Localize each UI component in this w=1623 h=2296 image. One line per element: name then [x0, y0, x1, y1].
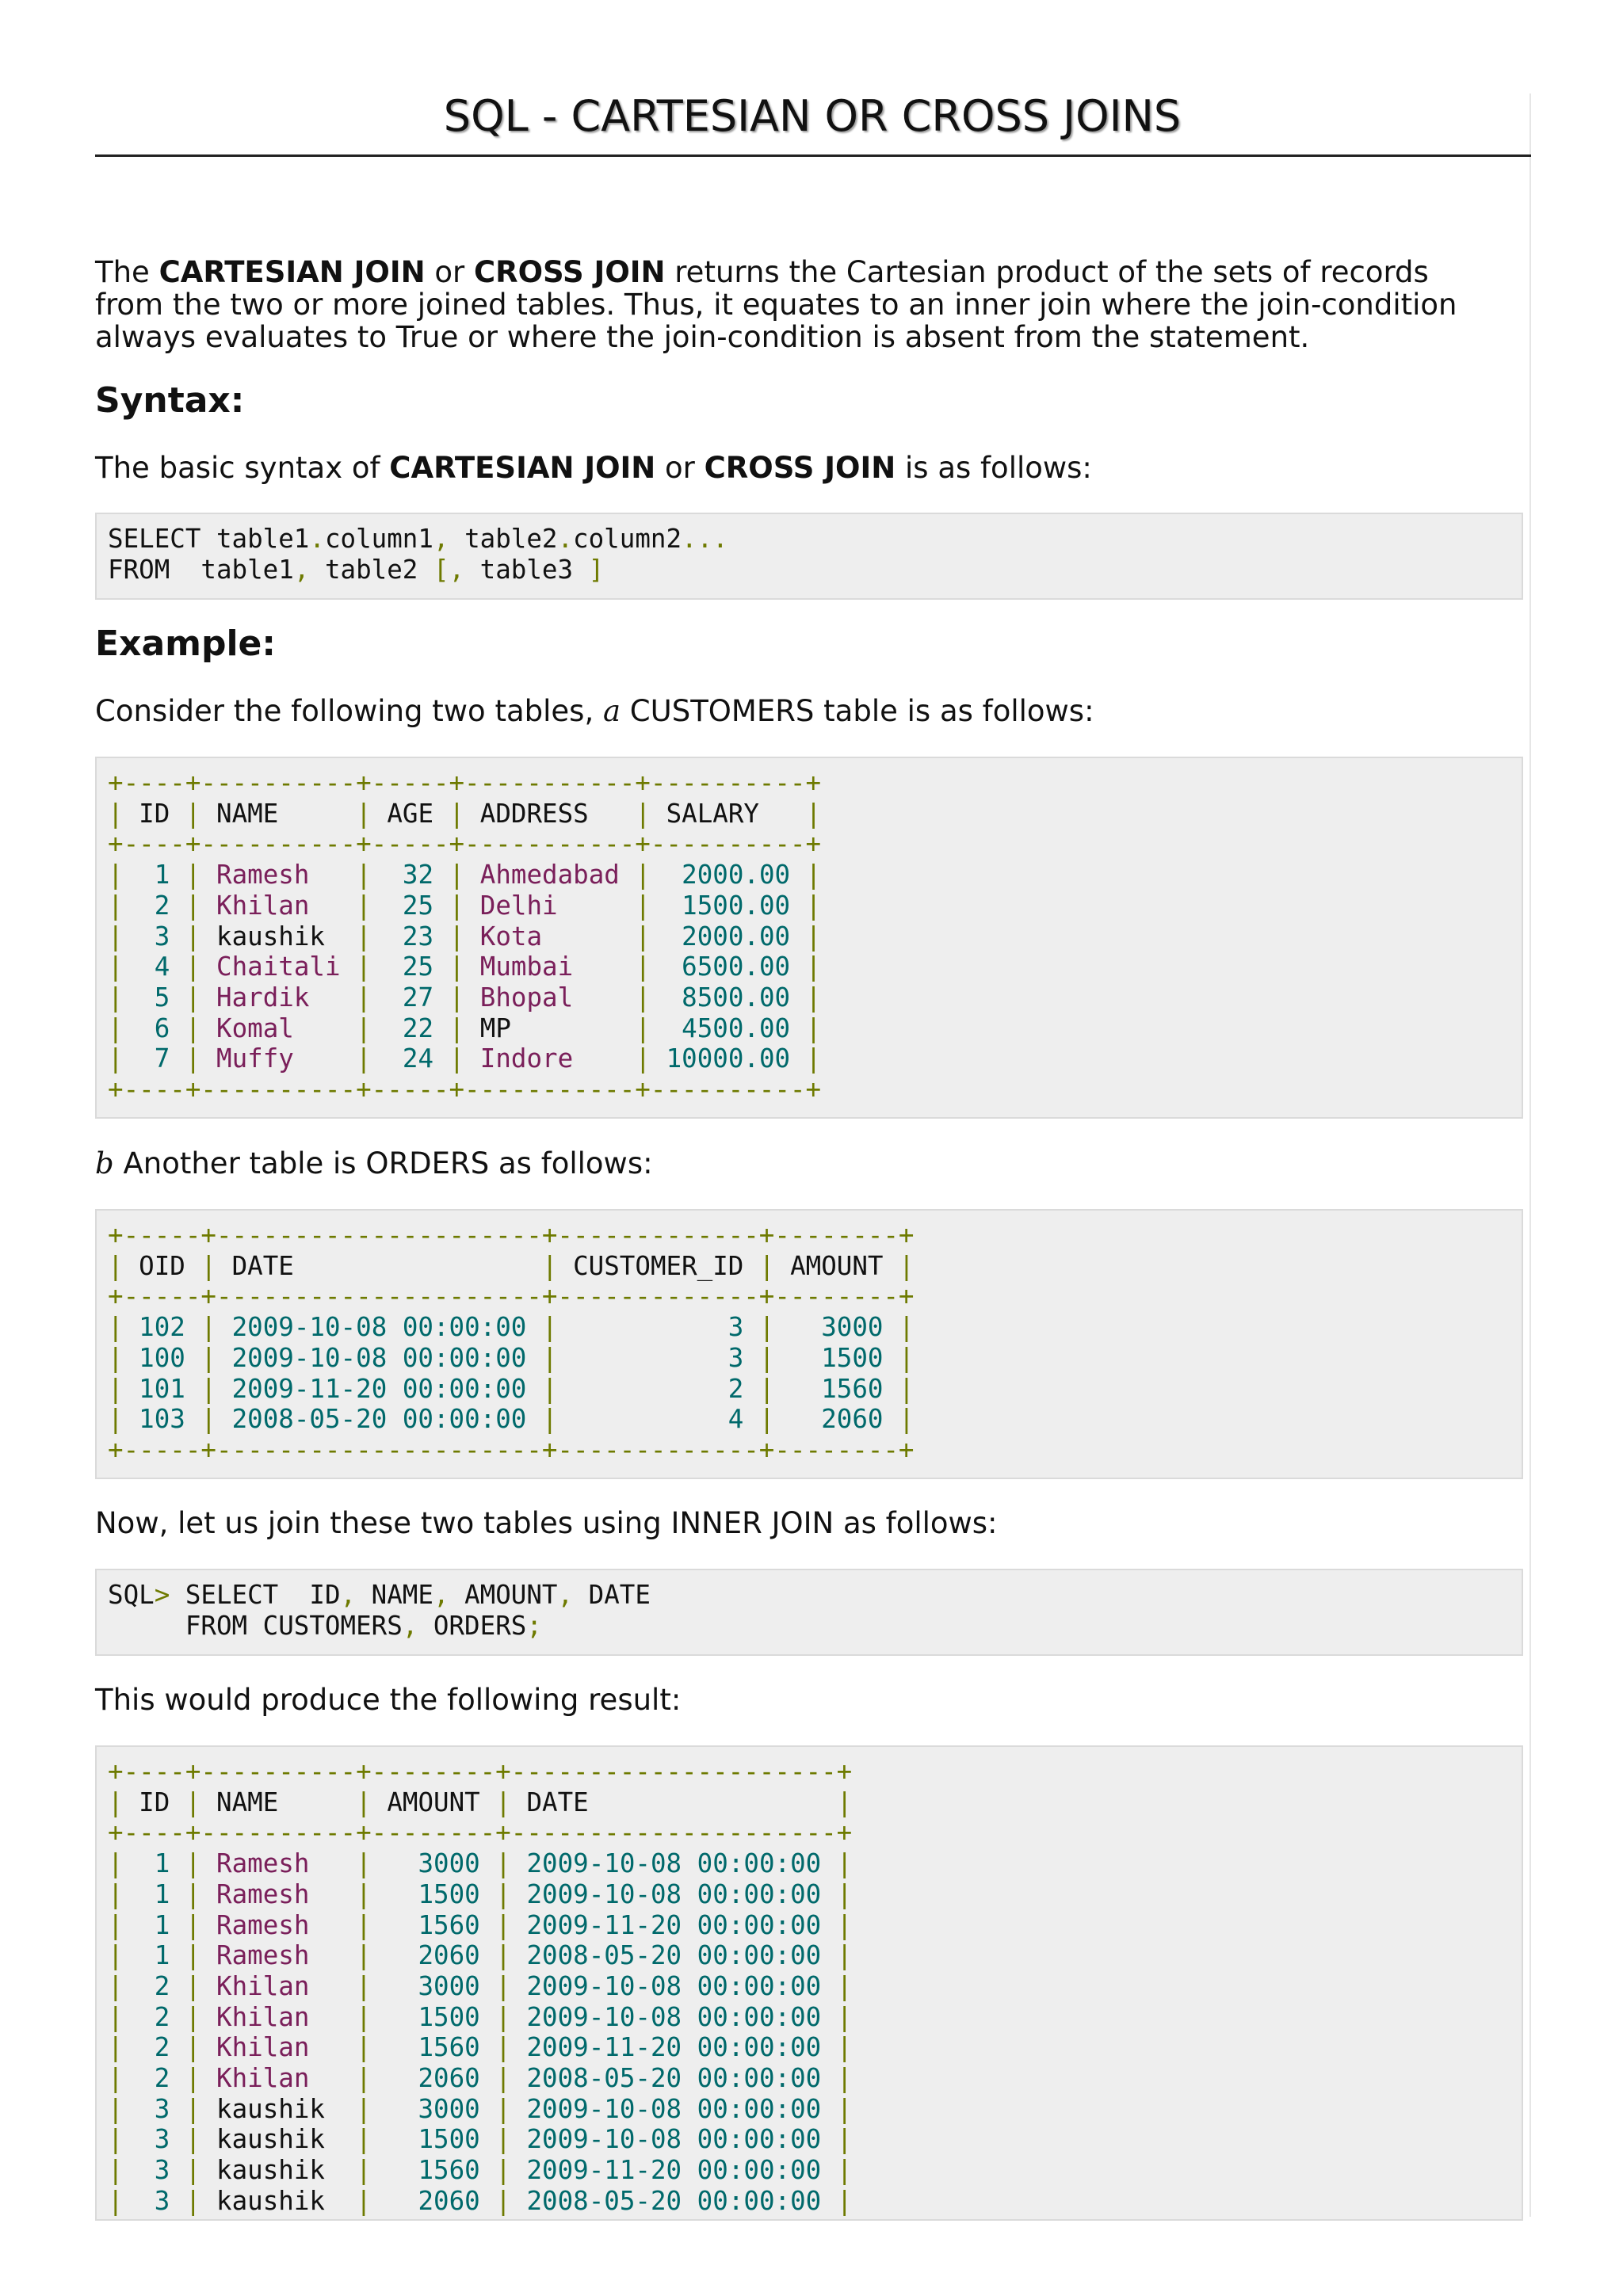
table-pipe: |: [541, 1312, 558, 1343]
table-cell: 3: [139, 2155, 170, 2186]
table-pipe: |: [356, 952, 372, 982]
table-pipe: |: [495, 1970, 511, 2001]
table-cell: 1: [139, 860, 170, 891]
table-cell: kaushik: [216, 2185, 341, 2216]
table-cell: 2009-11-20 00:00:00: [526, 2155, 822, 2186]
table-pipe: |: [836, 1787, 853, 1817]
table-pipe: |: [635, 982, 651, 1013]
table-pipe: |: [356, 2185, 372, 2216]
table-cell: 2: [139, 2001, 170, 2032]
table-pipe: |: [108, 2063, 124, 2094]
table-cell: 1: [139, 1848, 170, 1879]
syntax-term-cartesian: CARTESIAN JOIN: [389, 451, 656, 485]
title-underline: [95, 154, 1531, 157]
column-header: DATE: [231, 1250, 527, 1281]
table-pipe: |: [899, 1250, 915, 1281]
table-cell: 1500: [790, 1342, 884, 1373]
table-pipe: |: [805, 1013, 822, 1043]
table-pipe: |: [805, 860, 822, 891]
table-pipe: |: [185, 890, 201, 921]
table-pipe: |: [185, 1909, 201, 1940]
table-cell: 2009-11-20 00:00:00: [231, 1373, 527, 1404]
table-cell: Komal: [216, 1013, 341, 1043]
table-cell: 2009-10-08 00:00:00: [231, 1312, 527, 1343]
table-pipe: |: [836, 1940, 853, 1971]
table-pipe: |: [805, 890, 822, 921]
syntax-text: or: [655, 451, 705, 485]
table-cell: 2: [573, 1373, 744, 1404]
table-cell: 1560: [387, 2155, 480, 2186]
table-pipe: |: [356, 2001, 372, 2032]
table-pipe: |: [495, 1909, 511, 1940]
table-pipe: |: [108, 1878, 124, 1909]
table-cell: 2009-10-08 00:00:00: [526, 1970, 822, 2001]
table-pipe: |: [836, 2063, 853, 2094]
column-header: SALARY: [666, 798, 791, 829]
table-cell: Ramesh: [216, 1909, 341, 1940]
table-pipe: |: [108, 1404, 124, 1435]
table-cell: MP: [479, 1013, 620, 1043]
table-pipe: |: [108, 982, 124, 1013]
result-paragraph: This would produce the following result:: [95, 1683, 682, 1717]
table-cell: 2060: [387, 2063, 480, 2094]
table-cell: 8500.00: [666, 982, 791, 1013]
table-pipe: |: [108, 952, 124, 982]
table-cell: 24: [387, 1043, 434, 1074]
table-cell: 3: [573, 1312, 744, 1343]
table-pipe: |: [108, 1013, 124, 1043]
table-pipe: |: [449, 1013, 465, 1043]
table-pipe: |: [108, 1909, 124, 1940]
table-cell: Mumbai: [479, 952, 620, 982]
table-pipe: |: [635, 798, 651, 829]
table-pipe: |: [200, 1373, 217, 1404]
column-header: ID: [139, 798, 170, 829]
table-pipe: |: [185, 1970, 201, 2001]
table-pipe: |: [108, 2001, 124, 2032]
table-cell: 1500: [387, 2001, 480, 2032]
syntax-term-cross: CROSS JOIN: [704, 451, 896, 485]
table-pipe: |: [495, 1878, 511, 1909]
table-pipe: |: [185, 2063, 201, 2094]
table-pipe: |: [758, 1342, 775, 1373]
table-cell: 4: [139, 952, 170, 982]
table-pipe: |: [836, 1970, 853, 2001]
table-cell: 3: [139, 2185, 170, 2216]
table-pipe: |: [449, 952, 465, 982]
table-cell: Delhi: [479, 890, 620, 921]
orders-paragraph: [95, 1147, 1490, 1180]
table-pipe: |: [836, 2155, 853, 2186]
table-cell: 3: [139, 2093, 170, 2124]
intro-term-cartesian: CARTESIAN JOIN: [158, 255, 426, 289]
table-pipe: |: [185, 2001, 201, 2032]
table-pipe: |: [635, 860, 651, 891]
join-code-block: [95, 1569, 1523, 1656]
table-pipe: |: [541, 1342, 558, 1373]
table-pipe: |: [185, 1787, 201, 1817]
table-cell: 2009-10-08 00:00:00: [526, 2093, 822, 2124]
table-pipe: |: [356, 1848, 372, 1879]
orders-var-b: b: [95, 1146, 114, 1180]
table-pipe: |: [805, 1043, 822, 1074]
table-pipe: |: [108, 2155, 124, 2186]
table-pipe: |: [200, 1404, 217, 1435]
syntax-text: is as follows:: [896, 451, 1092, 485]
table-pipe: |: [185, 1848, 201, 1879]
table-pipe: |: [108, 2124, 124, 2155]
column-header: OID: [139, 1250, 185, 1281]
table-cell: Indore: [479, 1043, 620, 1074]
table-pipe: |: [108, 2093, 124, 2124]
table-pipe: |: [449, 921, 465, 952]
table-pipe: |: [836, 2032, 853, 2063]
table-pipe: |: [356, 982, 372, 1013]
table-pipe: |: [495, 2032, 511, 2063]
table-pipe: |: [836, 2185, 853, 2216]
table-cell: 2060: [387, 2185, 480, 2216]
table-pipe: |: [185, 860, 201, 891]
table-pipe: |: [185, 1878, 201, 1909]
table-pipe: |: [899, 1312, 915, 1343]
table-rule: +----+----------+-----+-----------+----------+: [108, 1074, 822, 1105]
table-pipe: |: [356, 1043, 372, 1074]
table-cell: 2060: [790, 1404, 884, 1435]
intro-text: or: [425, 255, 474, 289]
table-cell: 2: [139, 2032, 170, 2063]
table-pipe: |: [495, 2155, 511, 2186]
page-edge-rule: [1529, 93, 1531, 2217]
table-cell: 2009-10-08 00:00:00: [231, 1342, 527, 1373]
table-pipe: |: [108, 798, 124, 829]
table-cell: kaushik: [216, 2155, 341, 2186]
table-cell: 22: [387, 1013, 434, 1043]
table-pipe: |: [495, 2124, 511, 2155]
table-cell: Khilan: [216, 2032, 341, 2063]
table-cell: 2060: [387, 1940, 480, 1971]
table-pipe: |: [635, 952, 651, 982]
example-var-a: a: [602, 694, 621, 728]
table-cell: 2009-10-08 00:00:00: [526, 2124, 822, 2155]
table-pipe: |: [356, 1013, 372, 1043]
table-pipe: |: [356, 1940, 372, 1971]
table-pipe: |: [495, 1848, 511, 1879]
table-cell: 1500.00: [666, 890, 791, 921]
table-cell: Bhopal: [479, 982, 620, 1013]
example-heading: Example:: [95, 624, 276, 664]
table-cell: 7: [139, 1043, 170, 1074]
table-pipe: |: [805, 798, 822, 829]
example-text: Consider the following two tables,: [95, 694, 603, 728]
table-pipe: |: [495, 2093, 511, 2124]
table-pipe: |: [836, 2124, 853, 2155]
table-pipe: |: [356, 860, 372, 891]
table-cell: 2: [139, 1970, 170, 2001]
table-cell: 27: [387, 982, 434, 1013]
table-cell: Muffy: [216, 1043, 341, 1074]
table-cell: kaushik: [216, 2124, 341, 2155]
table-pipe: |: [108, 860, 124, 891]
table-pipe: |: [356, 921, 372, 952]
table-cell: 102: [139, 1312, 185, 1343]
table-pipe: |: [541, 1373, 558, 1404]
table-pipe: |: [449, 982, 465, 1013]
table-pipe: |: [758, 1250, 775, 1281]
syntax-text: The basic syntax of: [95, 451, 390, 485]
table-cell: Ramesh: [216, 860, 341, 891]
orders-text: Another table is ORDERS as follows:: [113, 1146, 653, 1180]
table-pipe: |: [836, 2001, 853, 2032]
table-cell: 4: [573, 1404, 744, 1435]
table-pipe: |: [449, 860, 465, 891]
table-pipe: |: [185, 2124, 201, 2155]
column-header: AMOUNT: [387, 1787, 480, 1817]
table-cell: 10000.00: [666, 1043, 791, 1074]
table-cell: 2009-11-20 00:00:00: [526, 1909, 822, 1940]
column-header: NAME: [216, 1787, 341, 1817]
table-pipe: |: [899, 1342, 915, 1373]
table-pipe: |: [108, 1970, 124, 2001]
table-pipe: |: [185, 1013, 201, 1043]
syntax-code: SELECT table1.column1, table2.column2... FROM table1, table2 [, table3 ]: [108, 524, 728, 585]
table-pipe: |: [108, 1250, 124, 1281]
table-pipe: |: [108, 1312, 124, 1343]
table-pipe: |: [356, 2155, 372, 2186]
table-cell: 2009-10-08 00:00:00: [526, 2001, 822, 2032]
table-pipe: |: [108, 2032, 124, 2063]
example-text: CUSTOMERS table is as follows:: [621, 694, 1094, 728]
table-rule: +-----+---------------------+-------------+--------+: [108, 1220, 915, 1250]
syntax-heading: Syntax:: [95, 380, 245, 421]
table-cell: 2000.00: [666, 860, 791, 891]
table-cell: 3: [139, 921, 170, 952]
table-cell: kaushik: [216, 921, 341, 952]
table-pipe: |: [356, 2124, 372, 2155]
table-pipe: |: [356, 1878, 372, 1909]
table-rule: +-----+---------------------+-------------+--------+: [108, 1434, 915, 1465]
table-rule: +----+----------+-----+-----------+----------+: [108, 768, 822, 798]
table-pipe: |: [899, 1373, 915, 1404]
table-pipe: |: [805, 952, 822, 982]
table-pipe: |: [805, 982, 822, 1013]
table-pipe: |: [185, 952, 201, 982]
table-pipe: |: [495, 2001, 511, 2032]
table-cell: Khilan: [216, 2063, 341, 2094]
table-cell: 1560: [790, 1373, 884, 1404]
table-pipe: |: [449, 798, 465, 829]
table-cell: 25: [387, 890, 434, 921]
table-pipe: |: [185, 798, 201, 829]
table-pipe: |: [356, 2063, 372, 2094]
table-pipe: |: [635, 1043, 651, 1074]
table-pipe: |: [108, 921, 124, 952]
table-cell: 3000: [387, 1970, 480, 2001]
table-pipe: |: [185, 1940, 201, 1971]
table-cell: 3000: [387, 2093, 480, 2124]
table-cell: 3000: [790, 1312, 884, 1343]
table-cell: 2008-05-20 00:00:00: [526, 2063, 822, 2094]
table-cell: 2009-11-20 00:00:00: [526, 2032, 822, 2063]
table-pipe: |: [541, 1250, 558, 1281]
intro-text: The: [95, 255, 159, 289]
table-cell: 6: [139, 1013, 170, 1043]
table-cell: 1560: [387, 2032, 480, 2063]
syntax-code-block: [95, 513, 1523, 600]
table-pipe: |: [185, 921, 201, 952]
table-rule: +----+----------+--------+---------------------+: [108, 1817, 853, 1848]
table-cell: 1: [139, 1878, 170, 1909]
table-pipe: |: [635, 1013, 651, 1043]
table-cell: 101: [139, 1373, 185, 1404]
result-table-block: [95, 1745, 1523, 2221]
table-pipe: |: [758, 1312, 775, 1343]
table-pipe: |: [495, 1787, 511, 1817]
column-header: AGE: [387, 798, 434, 829]
column-header: NAME: [216, 798, 341, 829]
table-pipe: |: [541, 1404, 558, 1435]
table-pipe: |: [635, 890, 651, 921]
table-cell: Ramesh: [216, 1848, 341, 1879]
table-cell: 32: [387, 860, 434, 891]
result-table: [97, 1747, 1522, 2226]
table-cell: 5: [139, 982, 170, 1013]
table-cell: 100: [139, 1342, 185, 1373]
page-title: SQL - CARTESIAN OR CROSS JOINS: [443, 91, 1182, 141]
table-pipe: |: [356, 2093, 372, 2124]
table-cell: 2: [139, 2063, 170, 2094]
table-pipe: |: [495, 1940, 511, 1971]
table-pipe: |: [836, 1909, 853, 1940]
table-cell: 1560: [387, 1909, 480, 1940]
table-pipe: |: [449, 890, 465, 921]
join-paragraph: Now, let us join these two tables using INNER JOIN as follows:: [95, 1506, 998, 1540]
table-cell: Chaitali: [216, 952, 341, 982]
table-pipe: |: [108, 1940, 124, 1971]
table-cell: 1: [139, 1940, 170, 1971]
table-pipe: |: [185, 982, 201, 1013]
table-pipe: |: [758, 1404, 775, 1435]
table-pipe: |: [185, 2093, 201, 2124]
table-pipe: |: [185, 2155, 201, 2186]
table-pipe: |: [356, 890, 372, 921]
example-paragraph: [95, 695, 1490, 727]
table-cell: 103: [139, 1404, 185, 1435]
customers-table: [97, 758, 1522, 1115]
column-header: CUSTOMER_ID: [573, 1250, 744, 1281]
table-pipe: |: [758, 1373, 775, 1404]
table-pipe: |: [495, 2063, 511, 2094]
column-header: DATE: [526, 1787, 822, 1817]
table-cell: Ramesh: [216, 1878, 341, 1909]
table-cell: 3000: [387, 1848, 480, 1879]
table-cell: 2009-10-08 00:00:00: [526, 1848, 822, 1879]
table-rule: +----+----------+-----+-----------+----------+: [108, 829, 822, 860]
column-header: ID: [139, 1787, 170, 1817]
join-code: SQL> SELECT ID, NAME, AMOUNT, DATE FROM CUSTOMERS, ORDERS;: [108, 1580, 651, 1641]
table-pipe: |: [185, 1043, 201, 1074]
table-pipe: |: [185, 2032, 201, 2063]
table-pipe: |: [836, 1878, 853, 1909]
table-pipe: |: [200, 1342, 217, 1373]
table-cell: 1500: [387, 2124, 480, 2155]
table-pipe: |: [108, 1787, 124, 1817]
table-cell: 1500: [387, 1878, 480, 1909]
table-cell: 1: [139, 1909, 170, 1940]
table-pipe: |: [200, 1250, 217, 1281]
table-cell: Kota: [479, 921, 620, 952]
table-pipe: |: [356, 798, 372, 829]
table-pipe: |: [805, 921, 822, 952]
table-pipe: |: [356, 1970, 372, 2001]
table-pipe: |: [108, 2185, 124, 2216]
table-cell: 3: [139, 2124, 170, 2155]
table-pipe: |: [356, 2032, 372, 2063]
table-pipe: |: [108, 1848, 124, 1879]
intro-term-cross: CROSS JOIN: [473, 255, 666, 289]
table-cell: 2008-05-20 00:00:00: [231, 1404, 527, 1435]
table-cell: 2008-05-20 00:00:00: [526, 1940, 822, 1971]
table-cell: 23: [387, 921, 434, 952]
column-header: ADDRESS: [479, 798, 620, 829]
table-cell: 4500.00: [666, 1013, 791, 1043]
table-cell: Khilan: [216, 890, 341, 921]
table-pipe: |: [185, 2185, 201, 2216]
syntax-paragraph: [95, 452, 1490, 484]
table-cell: kaushik: [216, 2093, 341, 2124]
table-cell: Ahmedabad: [479, 860, 620, 891]
table-cell: 25: [387, 952, 434, 982]
table-pipe: |: [108, 890, 124, 921]
table-cell: 2000.00: [666, 921, 791, 952]
table-pipe: |: [836, 1848, 853, 1879]
table-cell: Khilan: [216, 2001, 341, 2032]
intro-text: returns the Cartesian product of the sets of records from the two or more joined tables. Thus, it equates to an inner join where the join-condition always evaluates to True or where the join-condition is absent from the statement.: [95, 255, 1457, 354]
table-pipe: |: [635, 921, 651, 952]
table-pipe: |: [356, 1787, 372, 1817]
table-cell: 2: [139, 890, 170, 921]
table-cell: Khilan: [216, 1970, 341, 2001]
table-pipe: |: [449, 1043, 465, 1074]
table-pipe: |: [108, 1342, 124, 1373]
table-cell: 3: [573, 1342, 744, 1373]
table-cell: 2009-10-08 00:00:00: [526, 1878, 822, 1909]
customers-table-block: [95, 757, 1523, 1119]
intro-paragraph: [95, 256, 1490, 353]
table-pipe: |: [200, 1312, 217, 1343]
table-rule: +-----+---------------------+-------------+--------+: [108, 1281, 915, 1312]
orders-table: [97, 1211, 1522, 1475]
table-pipe: |: [356, 1909, 372, 1940]
table-cell: 2008-05-20 00:00:00: [526, 2185, 822, 2216]
table-pipe: |: [899, 1404, 915, 1435]
table-cell: Hardik: [216, 982, 341, 1013]
table-pipe: |: [108, 1373, 124, 1404]
orders-table-block: [95, 1209, 1523, 1479]
column-header: AMOUNT: [790, 1250, 884, 1281]
table-pipe: |: [108, 1043, 124, 1074]
table-pipe: |: [495, 2185, 511, 2216]
table-rule: +----+----------+--------+---------------------+: [108, 1756, 853, 1787]
table-pipe: |: [836, 2093, 853, 2124]
table-cell: Ramesh: [216, 1940, 341, 1971]
table-cell: 6500.00: [666, 952, 791, 982]
